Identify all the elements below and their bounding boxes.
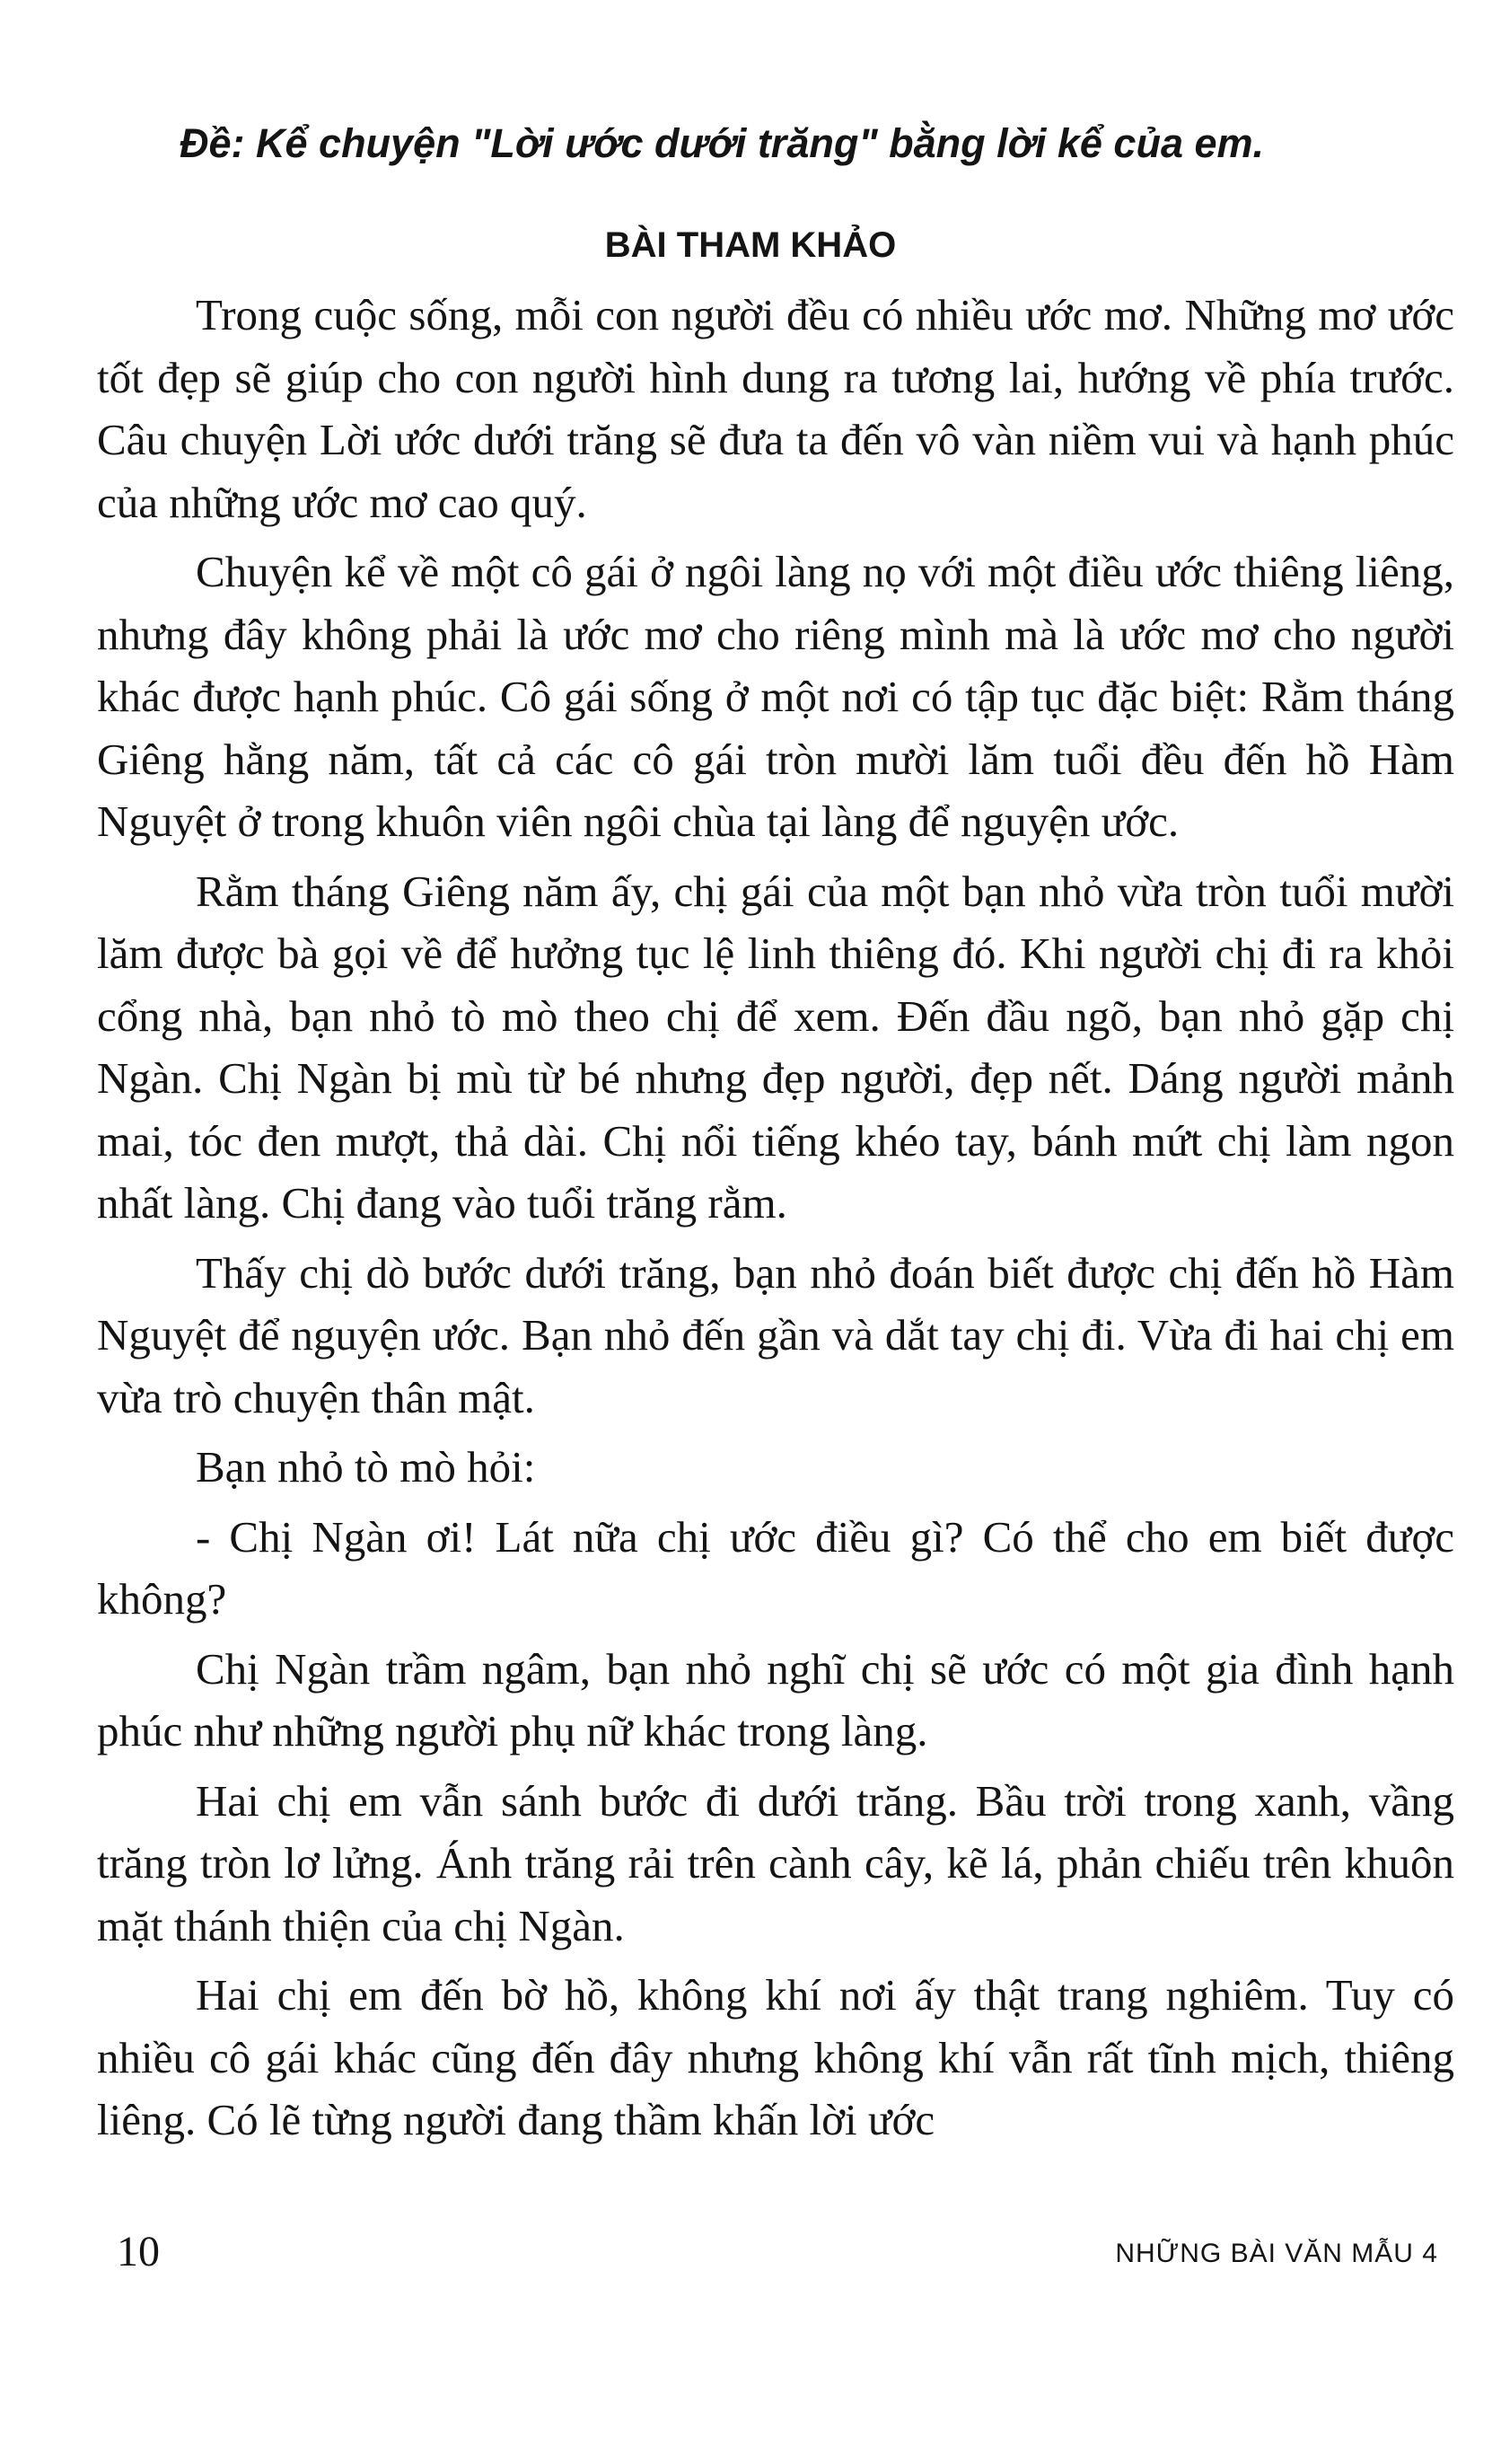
paragraph: Hai chị em vẫn sánh bước đi dưới trăng. Bầu trời trong xanh, vầng trăng tròn lơ lửng. Ánh trăng rải trên cành cây, kẽ lá, phản chiếu trên khuôn mặt thánh thiện của chị Ngàn. bbox=[97, 1775, 1454, 1950]
page-number: 10 bbox=[117, 2228, 160, 2275]
running-footer-title: NHỮNG BÀI VĂN MẪU 4 bbox=[1115, 2239, 1438, 2268]
assignment-heading: Đề: Kể chuyện "Lời ước dưới trăng" bằng lời kể của em. bbox=[180, 120, 1265, 166]
dialogue-line: - Chị Ngàn ơi! Lát nữa chị ước điều gì? Có thể cho em biết được không? bbox=[97, 1511, 1454, 1624]
reference-subheading: BÀI THAM KHẢO bbox=[604, 225, 897, 265]
paragraph: Hai chị em đến bờ hồ, không khí nơi ấy thật trang nghiêm. Tuy có nhiều cô gái khác cũng đến đây nhưng không khí vẫn rất tĩnh mịch, thiêng liêng. Có lẽ từng người đang thầm khấn lời ước bbox=[97, 1970, 1454, 2144]
paragraph: Chị Ngàn trầm ngâm, bạn nhỏ nghĩ chị sẽ ước có một gia đình hạnh phúc như những người phụ nữ khác trong làng. bbox=[97, 1643, 1454, 1756]
essay-body bbox=[97, 284, 1454, 2159]
paragraph: Thấy chị dò bước dưới trăng, bạn nhỏ đoán biết được chị đến hồ Hàm Nguyệt để nguyện ước. Bạn nhỏ đến gần và dắt tay chị đi. Vừa đi hai chị em vừa trò chuyện thân mật. bbox=[97, 1247, 1454, 1422]
paragraph: Rằm tháng Giêng năm ấy, chị gái của một bạn nhỏ vừa tròn tuổi mười lăm được bà gọi về để hưởng tục lệ linh thiêng đó. Khi người chị đi ra khỏi cổng nhà, bạn nhỏ tò mò theo chị để xem. Đến đầu ngõ, bạn nhỏ gặp chị Ngàn. Chị Ngàn bị mù từ bé nhưng đẹp người, đẹp nết. Dáng người mảnh mai, tóc đen mượt, thả dài. Chị nổi tiếng khéo tay, bánh mứt chị làm ngon nhất làng. Chị đang vào tuổi trăng rằm. bbox=[97, 866, 1454, 1228]
paragraph: Bạn nhỏ tò mò hỏi: bbox=[196, 1442, 536, 1492]
paragraph: Trong cuộc sống, mỗi con người đều có nhiều ước mơ. Những mơ ước tốt đẹp sẽ giúp cho con người hình dung ra tương lai, hướng về phía trước. Câu chuyện Lời ước dưới trăng sẽ đưa ta đến vô vàn niềm vui và hạnh phúc của những ước mơ cao quý. bbox=[97, 290, 1454, 527]
paragraph: Chuyện kể về một cô gái ở ngôi làng nọ với một điều ước thiêng liêng, nhưng đây không phải là ước mơ cho riêng mình mà là ước mơ cho người khác được hạnh phúc. Cô gái sống ở một nơi có tập tục đặc biệt: Rằm tháng Giêng hằng năm, tất cả các cô gái tròn mười lăm tuổi đều đến hồ Hàm Nguyệt ở trong khuôn viên ngôi chùa tại làng để nguyện ước. bbox=[97, 547, 1454, 846]
